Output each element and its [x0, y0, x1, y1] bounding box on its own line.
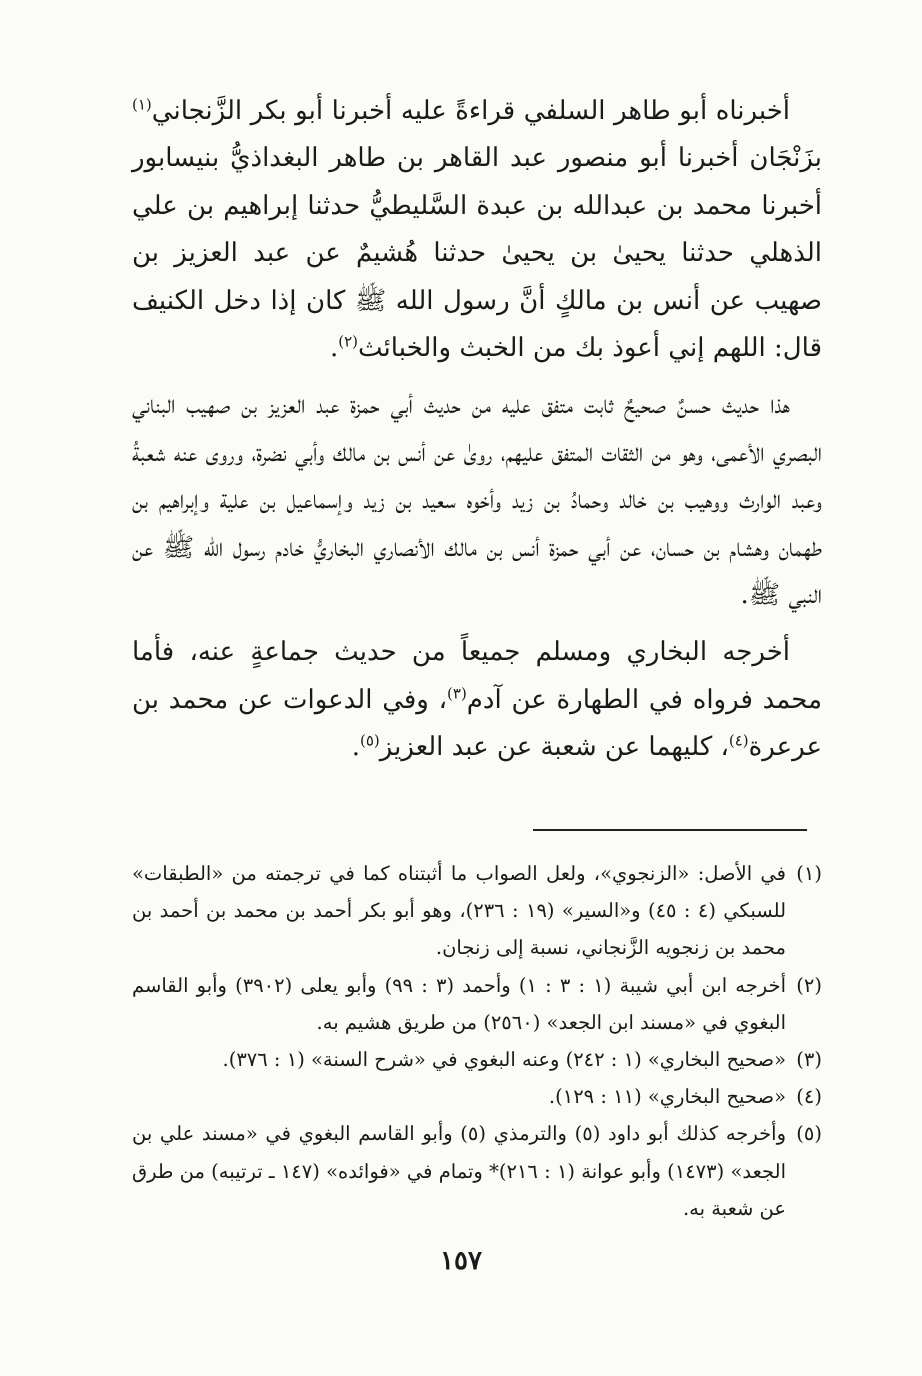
- footnote-text: «صحيح البخاري» (١ : ٢٤٢) وعنه البغوي في «شرح السنة» (١ : ٣٧٦).: [222, 1048, 786, 1072]
- footnote-5: [132, 1115, 822, 1227]
- footnote-number: (١): [796, 862, 822, 885]
- footnote-text: أخرجه ابن أبي شيبة (١ : ٣ : ١) وأحمد (٣ : ٩٩) وأبو يعلى (٣٩٠٢) وأبو القاسم البغوي في «مسند ابن الجعد» (٢٥٦٠) من طريق هشيم به.: [132, 973, 787, 1034]
- paragraph-3-text: أخرجه البخاري ومسلم جميعاً من حديث جماعةٍ عنه، فأما محمد فرواه في الطهارة عن آدم: [132, 637, 823, 715]
- footnote-ref-5: (٥): [359, 731, 380, 750]
- paragraph-1-text: أخبرناه أبو طاهر السلفي قراءةً عليه أخبرنا أبو بكر الزَّنجاني: [151, 96, 790, 126]
- paragraph-1-tail: بزَنْجَان أخبرنا أبو منصور عبد القاهر بن طاهر البغداذيُّ بنيسابور أخبرنا محمد بن عبدالله بن عبدة السَّليطيُّ حدثنا إبراهيم بن علي الذهلي حدثنا يحيىٰ بن يحيىٰ حدثنا هُشيمٌ عن عبد العزيز بن صهيب عن أنس بن مالكٍ أنَّ رسول الله ﷺ كان إذا دخل الكنيف قال: اللهم إني أعوذ بك من الخبث والخبائث: [132, 143, 822, 364]
- paragraph-1-end: .: [329, 333, 339, 364]
- footnote-1: [132, 855, 822, 967]
- footnote-ref-2: (٢): [338, 332, 359, 351]
- footnote-number: (٢): [796, 973, 822, 997]
- main-text: [132, 88, 822, 782]
- page-number: ١٥٧: [440, 1246, 482, 1276]
- footnote-text: في الأصل: «الزنجوي»، ولعل الصواب ما أثبتناه كما في ترجمته من «الطبقات» للسبكي (٤ : ٤٥) و«السير» (١٩ : ٢٣٦)، وهو أبو بكر أحمد بن محمد بن أحمد بن محمد بن زنجويه الزَّنجاني، نسبة إلى زنجان.: [132, 862, 787, 960]
- paragraph-2-text: هذا حديث حسنٌ صحيحٌ ثابت متفق عليه من حديث أبي حمزة عبد العزيز بن صهيب البناني البصري الأعمى، وهو من الثقات المتفق عليهم، رویٰ عن أنس بن مالك وأبي نضرة، وروى عنه شعبةُ وعبد الوارث ووهيب بن خالد وحمادُ بن زيد وأخوه سعيد بن زيد وإسماعيل بن علية وإبراهيم بن طهمان وهشام بن حسان، عن أبي حمزة أنس بن مالك الأنصاري البخاريُّ خادم رسول الله ﷺ عن النبي ﷺ.: [132, 390, 822, 611]
- paragraph-3-end: .: [351, 732, 360, 763]
- paragraph-3: [132, 629, 822, 771]
- paragraph-2: [132, 382, 822, 619]
- footnote-3: [132, 1041, 822, 1078]
- footnote-separator: [533, 829, 807, 831]
- footnote-number: (٤): [796, 1085, 822, 1109]
- footnote-ref-1: (١): [132, 95, 152, 114]
- paragraph-3-tail-2: ، كليهما عن شعبة عن عبد العزيز: [379, 732, 729, 763]
- footnote-text: «صحيح البخاري» (١١ : ١٢٩).: [548, 1085, 786, 1109]
- footnote-text: وأخرجه كذلك أبو داود (٥) والترمذي (٥) وأبو القاسم البغوي في «مسند علي بن الجعد» (١٤٧٣) وأبو عوانة (١ : ٢١٦)* وتمام في «فوائده» (١٤٧ ـ ترتيبه) من طرق عن شعبة به.: [132, 1122, 786, 1220]
- footnote-2: [132, 967, 822, 1041]
- paragraph-1: [132, 88, 822, 372]
- footnotes: [132, 855, 822, 1227]
- footnote-ref-4: (٤): [728, 731, 749, 750]
- footnote-number: (٥): [796, 1122, 822, 1146]
- footnote-number: (٣): [796, 1048, 822, 1072]
- paragraph-3-tail: ، وفي الدعوات عن محمد بن عرعرة: [132, 684, 822, 763]
- footnote-4: [132, 1078, 822, 1115]
- footnote-ref-3: (٣): [447, 684, 467, 703]
